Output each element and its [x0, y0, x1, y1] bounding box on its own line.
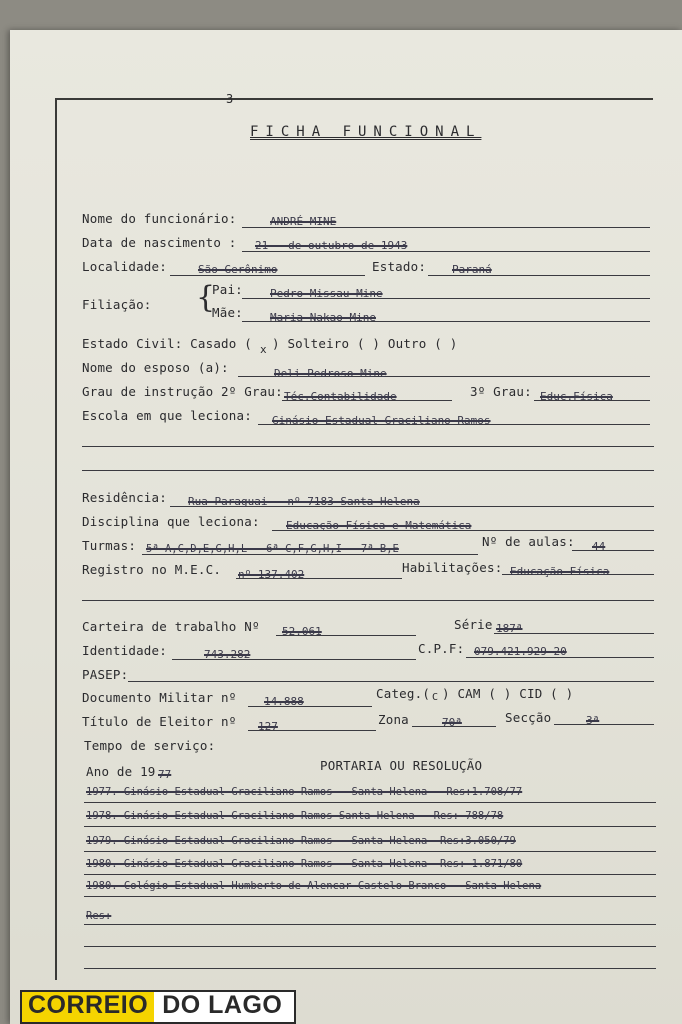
secao-line [554, 724, 654, 725]
aulas-line [572, 550, 654, 551]
carteira-value: 52.061 [282, 625, 322, 638]
estado-civil-options: ) Solteiro ( ) Outro ( ) [272, 336, 458, 351]
turmas-label: Turmas: [82, 538, 137, 553]
categ-label: Categ.( [376, 686, 431, 701]
pasep-line [128, 681, 654, 682]
esposo-label: Nome do esposo (a): [82, 360, 229, 375]
service-rule [84, 968, 656, 969]
logo-left-text: CORREIO [22, 992, 154, 1022]
secao-value: 3ª [586, 714, 600, 727]
service-rule [84, 851, 656, 852]
identidade-value: 743.282 [204, 648, 251, 661]
mae-value: Maria Nakao Mine [270, 311, 376, 324]
turmas-value: 5ª A,C,D,E,G,H,L - 6ª C,F,G,H,I - 7ª B,E [146, 543, 399, 555]
categ-options: ) CAM ( ) CID ( ) [442, 686, 574, 701]
estado-value: Paraná [452, 263, 492, 276]
esposo-value: Deli Pedroso Mine [274, 367, 387, 380]
blank-line [82, 600, 654, 601]
habilitacoes-label: Habilitações: [402, 560, 503, 575]
militar-label: Documento Militar nº [82, 690, 237, 705]
grau3-value: Educ.Física [540, 390, 613, 403]
logo-right-text: DO LAGO [154, 992, 294, 1022]
correio-do-lago-logo [20, 990, 296, 1024]
localidade-value: São Gerônimo [198, 263, 278, 276]
blank-line [82, 470, 654, 471]
eleitor-value: 127 [258, 720, 278, 733]
cpf-value: 079.421.929-20 [474, 645, 567, 658]
grau2-value: Téc.Contabilidade [284, 390, 397, 403]
secao-label: Secção [505, 710, 552, 725]
residencia-value: Rua Paraguai - nº 7183 Santa Helena [188, 495, 420, 508]
ano-value: 77 [158, 768, 172, 781]
carteira-label: Carteira de trabalho Nº [82, 619, 260, 634]
militar-value: 14.888 [264, 695, 304, 708]
residencia-label: Residência: [82, 490, 167, 505]
page-number: 3 [226, 92, 234, 106]
zona-label: Zona [378, 712, 409, 727]
estado-civil-label: Estado Civil: Casado ( [82, 336, 252, 351]
serie-value: 187ª [496, 622, 523, 635]
service-line: Res: [86, 910, 112, 922]
service-line: 1978. Ginásio Estadual Graciliano Ramos Santa Helena - Res: 788/78 [86, 810, 504, 822]
filiacao-brace: { [196, 280, 216, 315]
grau3-label: 3º Grau: [470, 384, 532, 399]
service-line: 1979. Ginásio Estadual Graciliano Ramos - Santa Helena- Res:3.050/79 [86, 835, 516, 847]
escola-value: Ginásio Estadual Graciliano Ramos [272, 414, 491, 427]
blank-line [82, 446, 654, 447]
service-line: 1977. Ginásio Estadual Graciliano Ramos - Santa Helena - Res:1.708/77 [86, 786, 523, 798]
pai-label: Pai: [212, 282, 243, 297]
estado-label: Estado: [372, 259, 427, 274]
service-rule [84, 896, 656, 897]
localidade-label: Localidade: [82, 259, 167, 274]
estado-civil-mark: x [260, 343, 267, 356]
service-rule [84, 946, 656, 947]
escola-label: Escola em que leciona: [82, 408, 252, 423]
ano-label: Ano de 19 [86, 764, 156, 779]
eleitor-label: Título de Eleitor nº [82, 714, 237, 729]
service-rule [84, 802, 656, 803]
aulas-value: 44 [592, 540, 606, 553]
service-rule [84, 874, 656, 875]
nome-value: ANDRÉ MINE [270, 215, 337, 228]
disciplina-label: Disciplina que leciona: [82, 514, 260, 529]
registro-label: Registro no M.E.C. [82, 562, 222, 577]
pai-value: Pedro Missau Mine [270, 287, 383, 300]
mae-label: Mãe: [212, 305, 243, 320]
categ-mark: C [432, 692, 439, 703]
aulas-label: Nº de aulas: [482, 534, 575, 549]
identidade-label: Identidade: [82, 643, 167, 658]
serie-label: Série [454, 617, 493, 632]
zona-value: 70ª [442, 716, 462, 729]
cpf-label: C.P.F: [418, 641, 465, 656]
tempo-label: Tempo de serviço: [84, 738, 216, 753]
nascimento-label: Data de nascimento : [82, 235, 237, 250]
service-rule [84, 924, 656, 925]
filiacao-label: Filiação: [82, 297, 152, 312]
nascimento-value: 21 - de outubro de 1943 [255, 239, 408, 252]
service-line: 1980. Colégio Estadual Humberto de Alencar Castelo Branco - Santa Helena [86, 880, 542, 892]
service-rule [84, 826, 656, 827]
grau2-label: Grau de instrução 2º Grau: [82, 384, 283, 399]
disciplina-value: Educação Física e Matemática [286, 519, 472, 532]
form-title: FICHA FUNCIONAL [250, 124, 482, 140]
service-line: 1980. Ginásio Estadual Graciliano Ramos - Santa Helena- Res: 1.871/80 [86, 858, 523, 870]
habilitacoes-value: Educação Física [510, 565, 610, 578]
pasep-label: PASEP: [82, 667, 129, 682]
registro-value: nº 137.402 [238, 568, 305, 581]
nome-label: Nome do funcionário: [82, 211, 237, 226]
portaria-label: PORTARIA OU RESOLUÇÃO [320, 758, 483, 773]
